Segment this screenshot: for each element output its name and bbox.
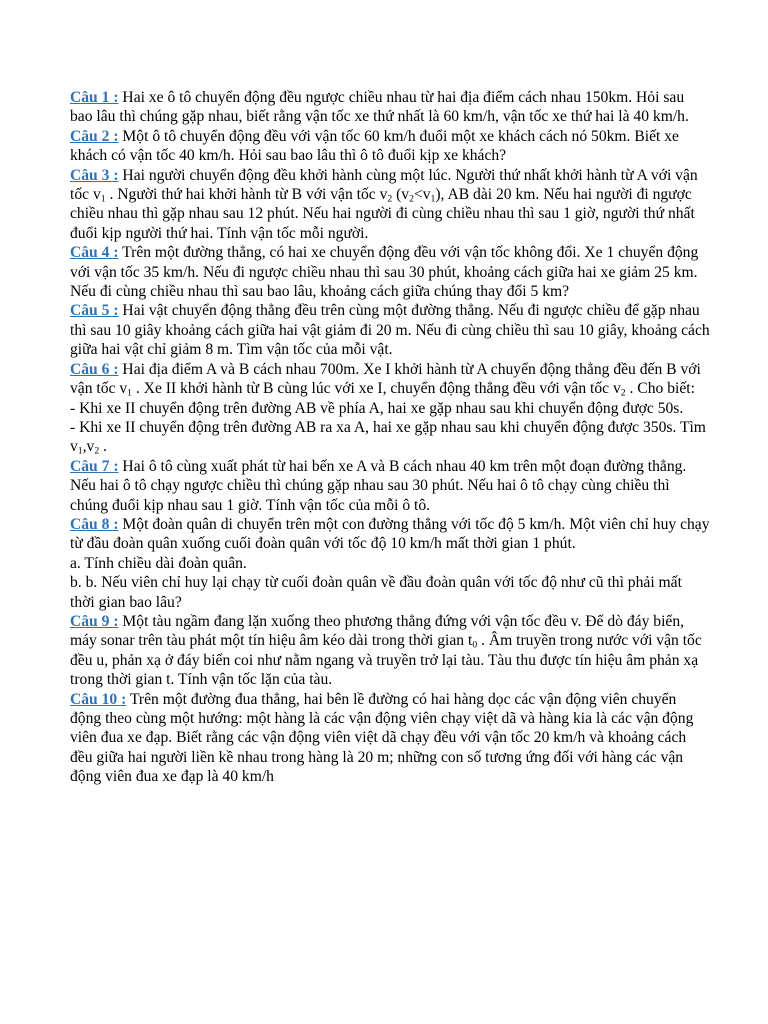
question-8-part-a — [70, 554, 710, 573]
question-3 — [70, 166, 710, 244]
question-text: Trên một đường thẳng, có hai xe chuyển động đều với vận tốc không đổi. Xe 1 chuyển động với vận tốc 35 km/h. Nếu đi ngược chiều nhau thì sau 30 phút, khoảng cách giữa hai xe giảm 25 km. Nếu đi cùng chiều nhau thì sau bao lâu, khoảng cách giữa chúng thay đổi 5 km? — [70, 244, 699, 301]
question-text: . — [99, 438, 107, 456]
question-text: Hai vật chuyển động thẳng đều trên cùng một đường thẳng. Nếu đi ngược chiều để gặp nhau thì sau 10 giây khoảng cách giữa hai vật giảm đi 20 m. Nếu đi cùng chiều thì sau 10 giây, khoảng cách giữa hai vật chỉ giảm 8 m. Tìm vận tốc của mỗi vật. — [70, 302, 710, 359]
question-8-part-b — [70, 573, 710, 612]
question-6-line-3 — [70, 418, 710, 457]
subscript: 0 — [472, 639, 478, 651]
question-text: Hai xe ô tô chuyển động đều ngược chiều nhau từ hai địa điểm cách nhau 150km. Hỏi sau bao lâu thì chúng gặp nhau, biết rằng vận tốc xe thứ nhất là 60 km/h, vận tốc xe thứ hai là 40 km/h. — [70, 89, 689, 126]
question-text: (v — [392, 186, 410, 204]
subscript: 2 — [94, 445, 100, 457]
question-label: Câu 2 : — [70, 127, 119, 145]
question-9 — [70, 612, 710, 690]
question-label: Câu 4 : — [70, 244, 119, 262]
subscript: 1 — [77, 445, 83, 457]
subscript: 1 — [127, 387, 132, 399]
question-label: Câu 6 : — [70, 360, 119, 378]
question-2 — [70, 127, 710, 166]
question-label: Câu 9 : — [70, 612, 119, 630]
question-label: Câu 5 : — [70, 302, 119, 320]
subscript: 1 — [430, 193, 436, 205]
question-label: Câu 3 : — [70, 166, 119, 184]
subscript: 2 — [387, 193, 393, 205]
question-text: <v — [413, 186, 431, 204]
question-text: ), AB dài 20 km. Nếu hai người đi ngược chiều nhau thì gặp nhau sau 12 phút. Nếu hai người đi cùng chiều nhau thì sau 1 giờ, người thứ nhất đuổi kịp người thứ hai. Tính vận tốc mỗi người. — [70, 186, 695, 242]
question-text: Trên một đường đua thẳng, hai bên lề đường có hai hàng dọc các vận động viên chuyển động theo cùng một hướng: một hàng là các vận động viên chạy việt dã và hàng kia là các vận động viên đua xe đạp. Biết rằng các vận động viên việt dã chạy đều với vận tốc 20 km/h và khoảng cách đều giữa hai người liền kề nhau trong hàng là 20 m; những con số tương ứng đối với hàng các vận động viên đua xe đạp là 40 km/h — [70, 690, 694, 786]
question-10 — [70, 690, 710, 787]
question-7 — [70, 457, 710, 515]
question-1 — [70, 88, 710, 127]
question-text: ,v — [82, 438, 95, 456]
question-6 — [70, 360, 710, 399]
question-text: Một ô tô chuyển động đều với vận tốc 60 km/h đuổi một xe khách cách nó 50km. Biết xe khách có vận tốc 40 km/h. Hỏi sau bao lâu thì ô tô đuổi kịp xe khách? — [70, 127, 679, 165]
question-label: Câu 8 : — [70, 515, 119, 533]
question-text: b. b. Nếu viên chỉ huy lại chạy từ cuối đoàn quân về đầu đoàn quân với tốc độ như cũ thì phải mất thời gian bao lâu? — [70, 574, 682, 611]
question-4 — [70, 243, 710, 301]
question-text: Hai ô tô cùng xuất phát từ hai bến xe A và B cách nhau 40 km trên một đoạn đường thẳng. Nếu hai ô tô chạy ngược chiều thì chúng gặp nhau sau 30 phút. Nếu hai ô tô chạy cùng chiều thì chúng đuổi kịp nhau sau 1 giờ. Tính vận tốc của mỗi ô tô. — [70, 457, 687, 514]
question-label: Câu 7 : — [70, 457, 119, 475]
question-text: Hai người chuyển động đều khởi hành cùng một lúc. Người thứ nhất khởi hành từ A với vận tốc v — [70, 166, 698, 204]
question-text: . Cho biết: — [625, 380, 695, 398]
question-6-line-2 — [70, 399, 710, 418]
question-5 — [70, 301, 710, 359]
question-text: . Xe II khởi hành từ B cùng lúc với xe I, chuyển động thẳng đều với vận tốc v — [132, 380, 621, 398]
question-label: Câu 10 : — [70, 690, 127, 708]
question-text: Hai địa điểm A và B cách nhau 700m. Xe I khởi hành từ A chuyển động thẳng đều đến B với vận tốc v — [70, 360, 701, 398]
question-text: . Âm truyền trong nước với vận tốc đều u, phản xạ ở đáy biển coi như nằm ngang và truyền trở lại tàu. Tàu thu được tín hiệu âm phản xạ trong thời gian t. Tính vận tốc lặn của tàu. — [70, 632, 702, 689]
subscript: 2 — [409, 193, 414, 205]
question-text: - Khi xe II chuyển động trên đường AB ra xa A, hai xe gặp nhau sau khi chuyển động được 350s. Tìm v — [70, 418, 706, 456]
subscript: 1 — [100, 193, 106, 205]
question-text: Một đoàn quân di chuyển trên một con đường thẳng với tốc độ 5 km/h. Một viên chỉ huy chạy từ đầu đoàn quân xuống cuối đoàn quân với tốc độ 10 km/h mất thời gian 1 phút. — [70, 515, 710, 553]
question-8 — [70, 515, 710, 554]
subscript: 2 — [620, 387, 626, 399]
question-text: a. Tính chiều dài đoàn quân. — [70, 554, 247, 572]
document-body — [70, 88, 710, 787]
question-text: Một tàu ngầm đang lặn xuống theo phương thẳng đứng với vận tốc đều v. Để dò đáy biển, máy sonar trên tàu phát một tín hiệu âm kéo dài trong thời gian t — [70, 612, 685, 650]
question-text: - Khi xe II chuyển động trên đường AB về phía A, hai xe gặp nhau sau khi chuyển động được 50s. — [70, 399, 684, 417]
question-text: . Người thứ hai khởi hành từ B với vận tốc v — [105, 186, 388, 204]
question-label: Câu 1 : — [70, 89, 119, 106]
